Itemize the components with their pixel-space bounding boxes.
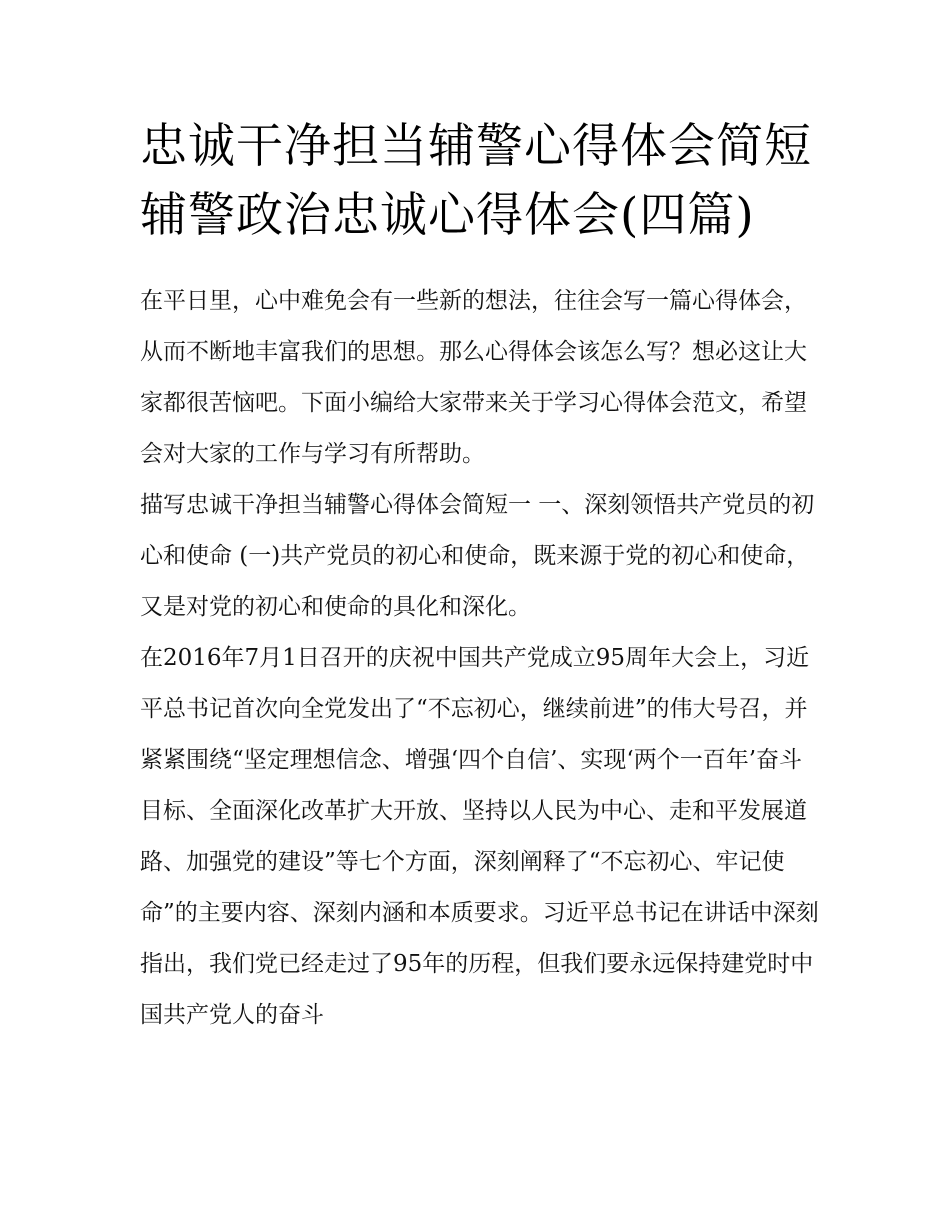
speech-paragraph: 在2016年7月1日召开的庆祝中国共产党成立95周年大会上，习近平总书记首次向全党发出了“不忘初心，继续前进”的伟大号召，并紧紧围绕“坚定理想信念、增强‘四个自信’、实现‘两个一百年’奋斗目标、全面深化改革扩大开放、坚持以人民为中心、走和平发展道路、加强党的建设”等七个方面，深刻阐释了“不忘初心、牢记使命”的主要内容、深刻内涵和本质要求。习近平总书记在讲话中深刻指出，我们党已经走过了95年的历程，但我们要永远保持建党时中国共产党人的奋斗 <box>140 645 819 1028</box>
document-page <box>140 112 820 1041</box>
document-body <box>140 276 820 1041</box>
document-title: 忠诚干净担当辅警心得体会简短 辅警政治忠诚心得体会(四篇) <box>140 119 812 243</box>
section-one-paragraph: 描写忠诚干净担当辅警心得体会简短一 一、深刻领悟共产党员的初心和使命 (一)共产党员的初心和使命，既来源于党的初心和使命，又是对党的初心和使命的具化和深化。 <box>140 492 815 620</box>
intro-paragraph: 在平日里，心中难免会有一些新的想法，往往会写一篇心得体会，从而不断地丰富我们的思想。那么心得体会该怎么写？想必这让大家都很苦恼吧。下面小编给大家带来关于学习心得体会范文，希望会对大家的工作与学习有所帮助。 <box>140 288 807 467</box>
